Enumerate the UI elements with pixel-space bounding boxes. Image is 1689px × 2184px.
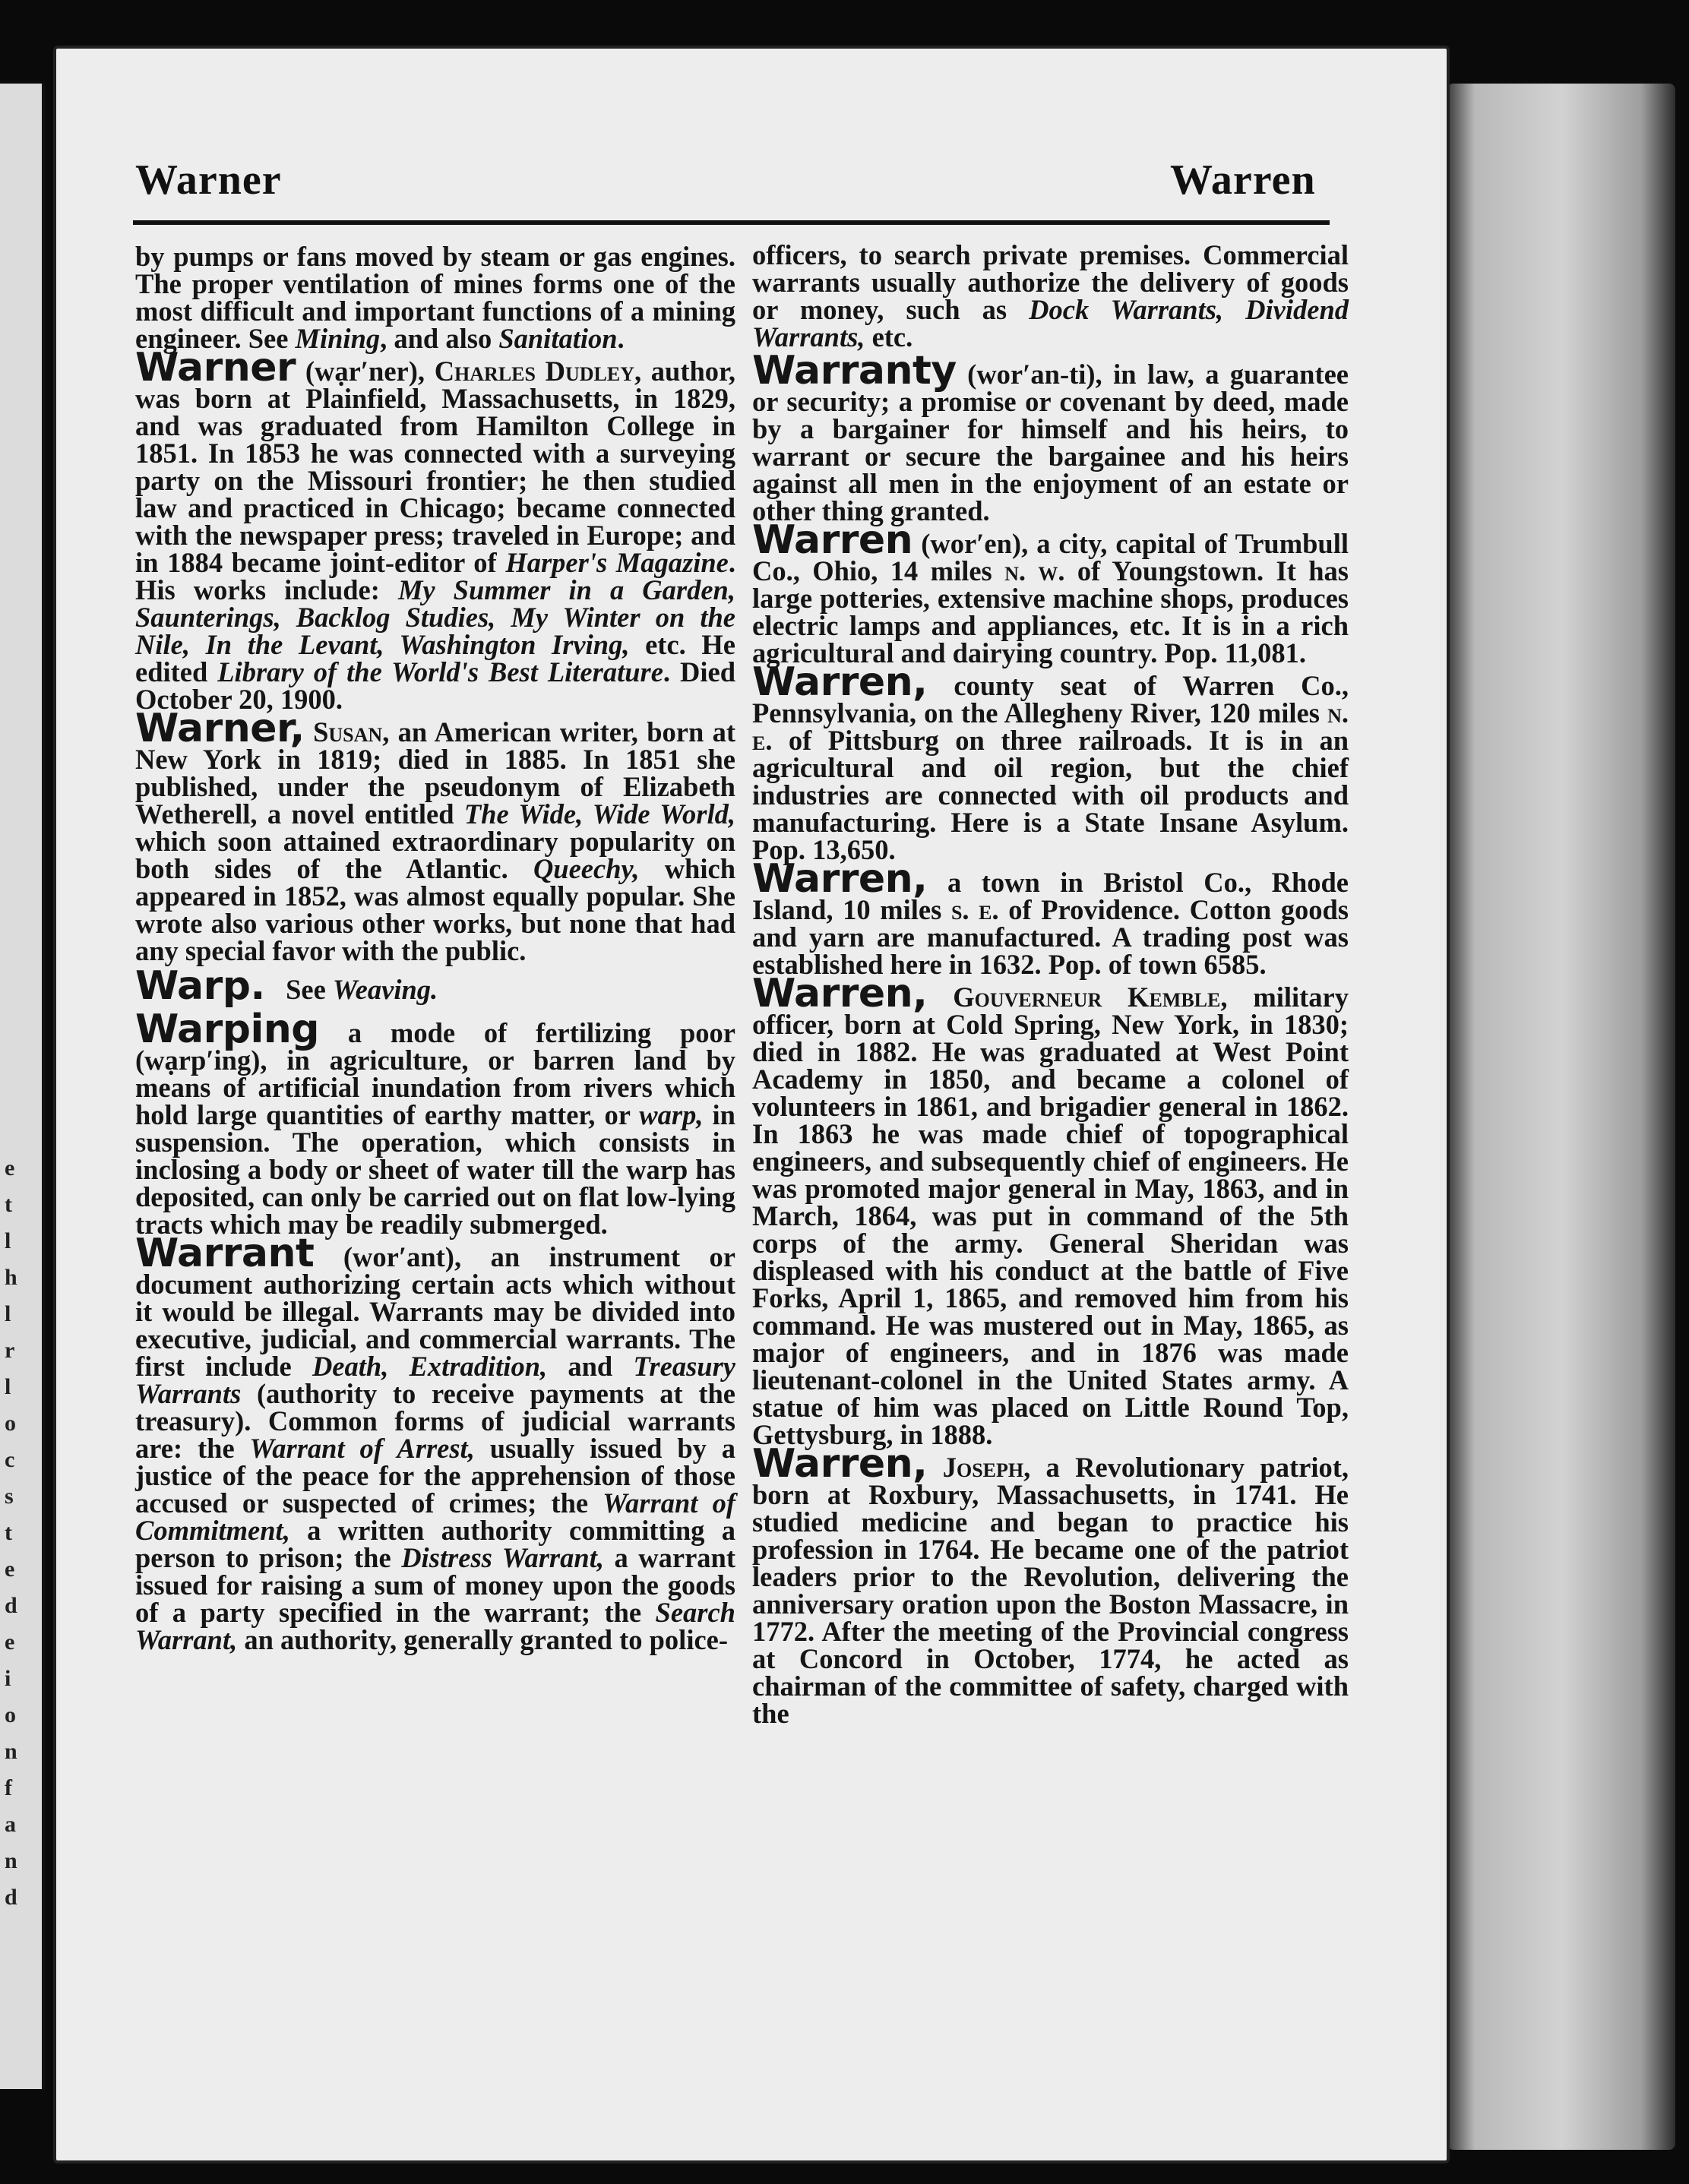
headword: Warner	[135, 345, 296, 390]
previous-page-fragment: s	[5, 1484, 14, 1509]
entry-warner-charles-dudley: Warner (wạr′ner), Charles Dudley, author, was born at Plainfield, Massachusetts, in 1829, and was graduated from Hamilton College in 1851. In 1853 he was connected with a surveying party on the Missouri frontier; he then studied law and practiced in Chicago; became connected with the newspaper press; traveled in Europe; and in 1884 became joint-editor of Harper's Magazine. His works include: My Summer in a Garden, Saunterings, Backlog Studies, My Winter on the Nile, In the Levant, Washington Irving, etc. He edited Library of the World's Best Literature. Died October 20, 1900.	[135, 345, 736, 715]
page-stack-edge	[1447, 84, 1675, 2150]
previous-page-fragment: n	[5, 1739, 17, 1764]
headword: Warner,	[135, 706, 305, 751]
entry-warren-pennsylvania: Warren, county seat of Warren Co., Pennsylvania, on the Allegheny River, 120 miles n. e. of Pittsburg on three railroads. It is in an agricultural and oil region, but the chief industries are connected with oil products and manufacturing. Here is a State Insane Asylum. Pop. 13,650.	[752, 659, 1349, 865]
previous-page-fragment: n	[5, 1848, 17, 1873]
headword: Warren,	[752, 659, 928, 705]
headword: Warren,	[752, 1441, 928, 1487]
previous-page-fragment: h	[5, 1265, 17, 1290]
previous-page-fragment: l	[5, 1374, 11, 1399]
headword: Warranty	[752, 348, 957, 393]
previous-page-fragment: i	[5, 1666, 11, 1691]
headword: Warping	[135, 1007, 320, 1052]
entry-continuation: by pumps or fans moved by steam or gas engines. The proper ventilation of mines forms one of the most difficult and important functions of a mining engineer. See Mining, and also Sanitation.	[135, 241, 735, 354]
previous-page-fragment: t	[5, 1520, 12, 1545]
previous-page-fragment: o	[5, 1411, 16, 1436]
previous-page-fragment: f	[5, 1775, 12, 1800]
running-head-left: Warner	[135, 156, 282, 204]
previous-page-fragment: c	[5, 1447, 15, 1472]
previous-page-fragment: e	[5, 1557, 15, 1582]
previous-page-fragment: e	[5, 1155, 15, 1180]
previous-page-fragment: a	[5, 1812, 16, 1837]
entry-continuation: officers, to search private premises. Commercial warrants usually authorize the delivery of goods or money, such as Dock Warrants, Dividend Warrants, etc.	[752, 239, 1349, 352]
previous-page-fragment: o	[5, 1702, 16, 1727]
headword: Warren	[752, 517, 913, 563]
person-name: Joseph,	[942, 1452, 1031, 1483]
entry-warner-susan: Warner, Susan, an American writer, born at New York in 1819; died in 1885. In 1851 she published, under the pseudonym of Elizabeth Wetherell, a novel entitled The Wide, Wide World, which soon attained extraordinary popularity on both sides of the Atlantic. Queechy, which appeared in 1852, was almost equally popular. She wrote also various other works, but none that had any special favor with the public.	[135, 706, 736, 966]
previous-page-edge	[0, 84, 45, 2089]
cross-reference: Sanitation	[498, 323, 618, 354]
entry-warren-gouverneur-kemble: Warren, Gouverneur Kemble, military officer, born at Cold Spring, New York, in 1830; died in 1882. He was graduated at West Point Academy in 1850, and became a colonel of volunteers in 1861, and brigadier general in 1862. In 1863 he was made chief of topographical engineers, and subsequently chief of engineers. He was promoted major general in May, 1863, and in March, 1864, was put in command of the 5th corps of the army. General Sheridan was displeased with his conduct at the battle of Five Forks, April 1, 1865, and removed him from his command. He was mustered out in May, 1865, as major of engineers, and in 1876 was made lieutenant-colonel in the United States army. A statue of him was placed on Little Round Top, Gettysburg, in 1888.	[752, 971, 1349, 1450]
previous-page-fragment: l	[5, 1228, 11, 1253]
previous-page-fragment: d	[5, 1593, 17, 1618]
headword: Warp.	[135, 963, 265, 1009]
previous-page-fragment: t	[5, 1192, 12, 1217]
headword: Warren,	[752, 971, 928, 1016]
right-column	[752, 239, 1349, 1729]
person-name: Susan,	[313, 716, 390, 747]
entry-warren-rhode-island: Warren, a town in Bristol Co., Rhode Island, 10 miles s. e. of Providence. Cotton goods and yarn are manufactured. A trading post was established here in 1632. Pop. of town 6585.	[752, 856, 1349, 980]
previous-page-fragment: r	[5, 1338, 15, 1363]
header-rule	[133, 220, 1330, 225]
person-name: Charles Dudley,	[434, 356, 642, 387]
running-head-right: Warren	[1170, 156, 1316, 204]
entry-warren-ohio: Warren (wor′en), a city, capital of Trumbull Co., Ohio, 14 miles n. w. of Youngstown. It has large potteries, extensive machine shops, produces electric lamps and appliances, etc. It is in a rich agricultural and dairying country. Pop. 11,081.	[752, 517, 1349, 668]
previous-page-fragment: e	[5, 1629, 15, 1655]
entry-warranty: Warranty (wor′an-ti), in law, a guarantee or security; a promise or covenant by deed, made by a bargainer for himself and his heirs, to warrant or secure the bargainee and his heirs against all men in the enjoyment of an estate or other thing granted.	[752, 348, 1349, 526]
left-column	[135, 243, 735, 1654]
headword: Warrant	[135, 1231, 315, 1276]
entry-warren-joseph: Warren, Joseph, a Revolutionary patriot, born at Roxbury, Massachusetts, in 1741. He studied medicine and began to practice his profession in 1764. He became one of the patriot leaders prior to the Revolution, delivering the anniversary oration upon the Boston Massacre, in 1772. After the meeting of the Provincial congress at Concord in October, 1774, he acted as chairman of the committee of safety, charged with the	[752, 1441, 1349, 1729]
entry-warrant: Warrant (wor′ant), an instrument or document authorizing certain acts which without it would be illegal. Warrants may be divided into executive, judicial, and commercial warrants. The first include Death, Extradition, and Treasury Warrants (authority to receive payments at the treasury). Common forms of judicial warrants are: the Warrant of Arrest, usually issued by a justice of the peace for the apprehension of those accused or suspected of crimes; the Warrant of Commitment, a written authority committing a person to prison; the Distress Warrant, a warrant issued for raising a sum of money upon the goods of a party specified in the warrant; the Search Warrant, an authority, generally granted to police-	[135, 1231, 736, 1655]
person-name: Gouverneur Kemble,	[953, 981, 1228, 1013]
previous-page-fragment: l	[5, 1301, 11, 1326]
headword: Warren,	[752, 856, 928, 902]
cross-reference: Mining	[295, 323, 381, 354]
previous-page-fragment: d	[5, 1885, 17, 1910]
entry-warp: Warp. See Weaving.	[135, 963, 438, 1009]
entry-warping: Warping a mode of fertilizing poor (wạrp′ing), in agriculture, or barren land by means of artificial inundation from rivers which hold large quantities of earthy matter, or warp, in suspension. The operation, which consists in inclosing a body or sheet of water till the warp has deposited, can only be carried out on flat low-lying tracts which may be readily submerged.	[135, 1007, 735, 1240]
